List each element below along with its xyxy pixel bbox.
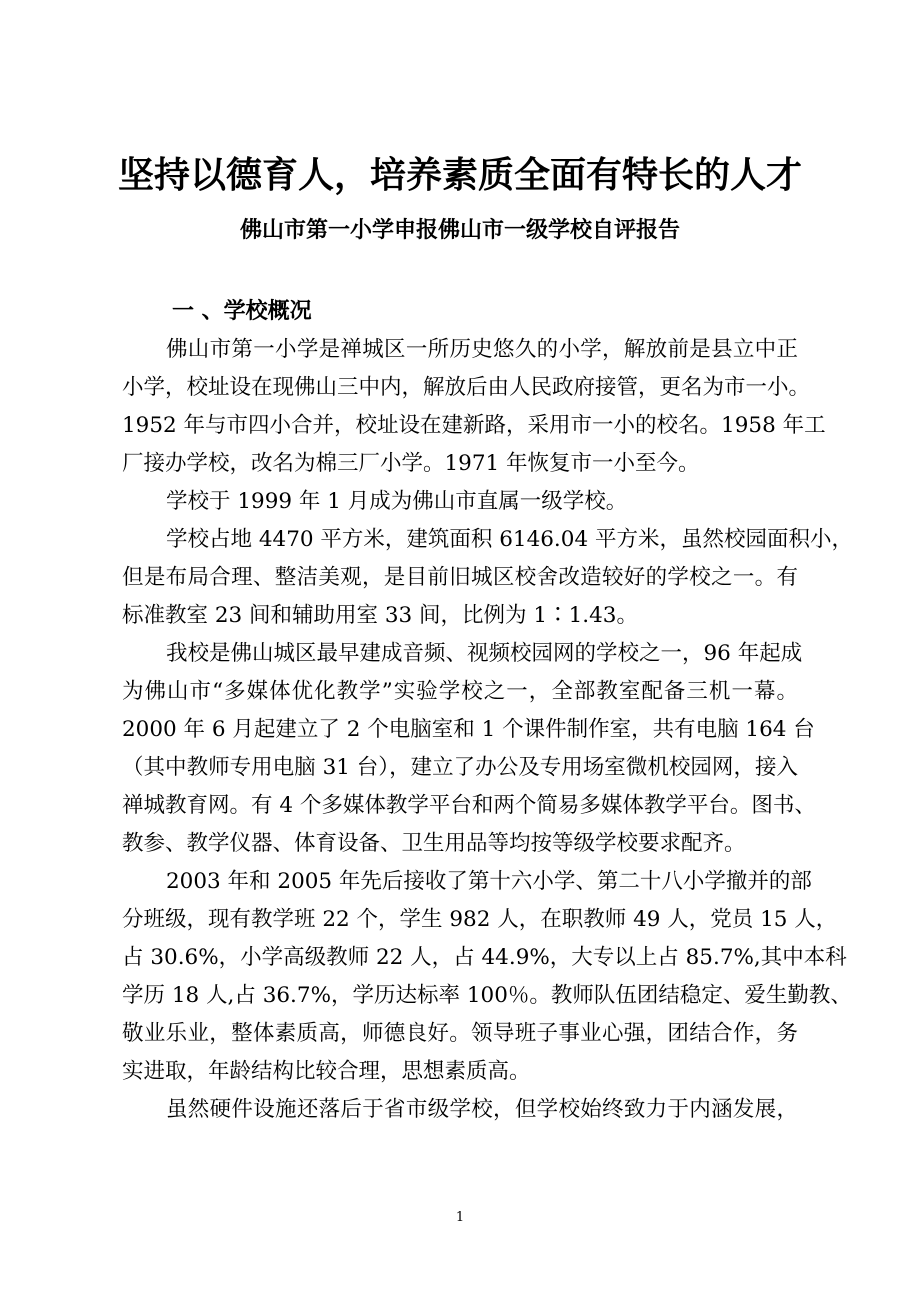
- body-line: 为佛山市“多媒体优化教学”实验学校之一，全部教室配备三机一幕。: [122, 679, 798, 704]
- document-title: 坚持以德育人，培养素质全面有特长的人才: [117, 155, 802, 196]
- body-line: 禅城教育网。有 4 个多媒体教学平台和两个简易多媒体教学平台。图书、: [122, 793, 816, 818]
- body-line: 小学，校址设在现佛山三中内，解放后由人民政府接管，更名为市一小。: [122, 375, 811, 400]
- document-subtitle: 佛山市第一小学申报佛山市一级学校自评报告: [239, 218, 680, 243]
- document-body: [122, 331, 853, 1129]
- body-line: 分班级，现有教学班 22 个，学生 982 人，在职教师 49 人，党员 15 人，: [122, 907, 838, 932]
- body-line: 1952 年与市四小合并，校址设在建新路，采用市一小的校名。1958 年工: [122, 413, 826, 438]
- body-line: 学校占地 4470 平方米，建筑面积 6146.04 平方米，虽然校园面积小，: [166, 527, 853, 552]
- body-line: 占 30.6%，小学高级教师 22 人，占 44.9%，大专以上占 85.7%,其中本科: [122, 945, 847, 970]
- body-line: 虽然硬件设施还落后于省市级学校，但学校始终致力于内涵发展，: [166, 1097, 798, 1122]
- body-line: 2003 年和 2005 年先后接收了第十六小学、第二十八小学撤并的部: [166, 869, 812, 894]
- body-line: 敬业乐业，整体素质高，师德良好。领导班子事业心强，团结合作，务: [122, 1021, 798, 1046]
- body-line: 教参、教学仪器、体育设备、卫生用品等均按等级学校要求配齐。: [122, 831, 746, 856]
- body-line: （其中教师专用电脑 31 台），建立了办公及专用场室微机校园网，接入: [122, 755, 798, 780]
- body-line: 2000 年 6 月起建立了 2 个电脑室和 1 个课件制作室，共有电脑 164 台: [122, 717, 815, 742]
- body-line: 学校于 1999 年 1 月成为佛山市直属一级学校。: [166, 489, 628, 514]
- page-number: 1: [455, 1210, 465, 1225]
- body-line: 但是布局合理、整洁美观，是目前旧城区校舍改造较好的学校之一。有: [122, 565, 798, 590]
- body-line: 佛山市第一小学是禅城区一所历史悠久的小学，解放前是县立中正: [166, 337, 798, 362]
- body-line: 实进取，年龄结构比较合理，思想素质高。: [122, 1059, 531, 1084]
- body-line: 学历 18 人,占 36.7%，学历达标率 100％。教师队伍团结稳定、爱生勤教、: [122, 983, 852, 1008]
- body-line: 标准教室 23 间和辅助用室 33 间，比例为 1∶1.43。: [122, 603, 638, 628]
- section-heading: 一 、学校概况: [172, 299, 312, 324]
- body-line: 厂接办学校，改名为棉三厂小学。1971 年恢复市一小至今。: [122, 451, 700, 476]
- body-line: 我校是佛山城区最早建成音频、视频校园网的学校之一，96 年起成: [166, 641, 803, 666]
